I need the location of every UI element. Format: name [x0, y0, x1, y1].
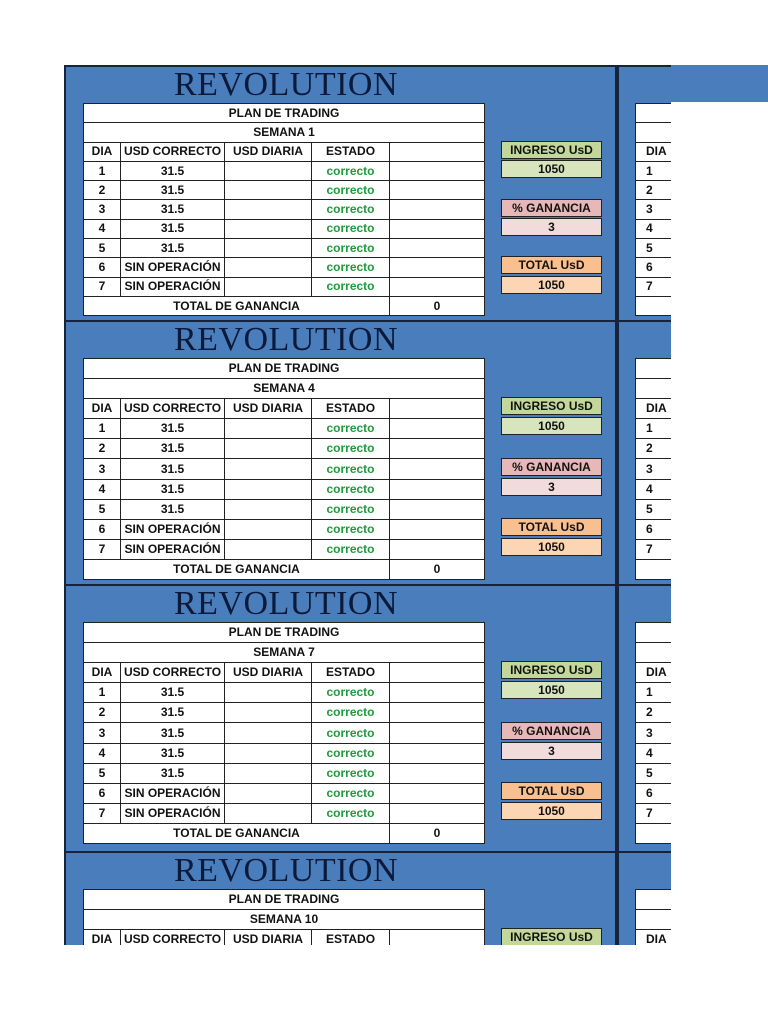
empty-cell[interactable]: [390, 743, 485, 763]
ganancia-label[interactable]: % GANANCIA: [501, 458, 602, 476]
plan-title-cell[interactable]: PLAN DE TRADING: [84, 104, 485, 123]
total-value-cell[interactable]: 0: [390, 823, 485, 843]
next-week-panel: [617, 584, 671, 853]
week-panel: [64, 320, 617, 586]
next-week-row: [636, 823, 672, 843]
total-usd-label[interactable]: TOTAL UsD: [501, 518, 602, 536]
next-week-cell[interactable]: [636, 296, 672, 315]
plan-title-cell[interactable]: PLAN DE TRADING: [84, 359, 485, 379]
next-week-cell[interactable]: 7: [636, 539, 672, 559]
next-week-row: [636, 539, 672, 559]
dia-cell[interactable]: 5: [84, 763, 121, 783]
header-row: [84, 399, 485, 419]
usd-diaria-cell[interactable]: [225, 539, 312, 559]
plan-title-row: [84, 359, 485, 379]
total-usd-value[interactable]: 1050: [501, 538, 602, 556]
usd-diaria-cell[interactable]: [225, 277, 312, 296]
usd-correcto-cell[interactable]: 31.5: [121, 763, 225, 783]
estado-cell[interactable]: correcto: [312, 743, 390, 763]
header-dia[interactable]: DIA: [84, 142, 121, 161]
next-week-cell[interactable]: [636, 823, 672, 843]
ingreso-label[interactable]: INGRESO UsD: [501, 661, 602, 679]
header-usd-correcto[interactable]: USD CORRECTO: [121, 930, 225, 945]
table-row: [84, 803, 485, 823]
dia-cell[interactable]: 4: [84, 479, 121, 499]
usd-correcto-cell[interactable]: 31.5: [121, 239, 225, 258]
usd-correcto-cell[interactable]: 31.5: [121, 743, 225, 763]
usd-diaria-cell[interactable]: [225, 219, 312, 238]
week-panel: [64, 65, 617, 322]
next-week-cell[interactable]: [636, 623, 672, 643]
usd-correcto-cell[interactable]: 31.5: [121, 459, 225, 479]
empty-cell[interactable]: [390, 803, 485, 823]
next-week-row: [636, 763, 672, 783]
dia-cell[interactable]: 1: [84, 161, 121, 180]
total-usd-value[interactable]: 1050: [501, 802, 602, 820]
usd-diaria-cell[interactable]: [225, 519, 312, 539]
header-usd-correcto[interactable]: USD CORRECTO: [121, 142, 225, 161]
next-week-row: [636, 359, 672, 379]
total-row: [84, 559, 485, 579]
brand-title: REVOLUTION: [173, 852, 399, 889]
next-week-row: [636, 379, 672, 399]
next-week-table: [635, 889, 671, 945]
header-estado[interactable]: ESTADO: [312, 930, 390, 945]
dia-cell[interactable]: 2: [84, 703, 121, 723]
next-week-row: [636, 623, 672, 643]
table-row: [84, 239, 485, 258]
estado-cell[interactable]: correcto: [312, 258, 390, 277]
dia-cell[interactable]: 7: [84, 539, 121, 559]
next-week-row: [636, 643, 672, 663]
next-week-table: [635, 103, 671, 316]
table-row: [84, 219, 485, 238]
estado-cell[interactable]: correcto: [312, 479, 390, 499]
next-week-row: [636, 803, 672, 823]
estado-cell[interactable]: correcto: [312, 459, 390, 479]
next-week-cell[interactable]: 4: [636, 743, 672, 763]
empty-cell[interactable]: [390, 258, 485, 277]
next-week-cell[interactable]: [636, 359, 672, 379]
next-week-row: [636, 200, 672, 219]
dia-cell[interactable]: 3: [84, 459, 121, 479]
next-week-row: [636, 723, 672, 743]
header-usd-diaria[interactable]: USD DIARIA: [225, 142, 312, 161]
empty-cell[interactable]: [390, 539, 485, 559]
next-week-table: [635, 358, 671, 580]
next-week-row: [636, 161, 672, 180]
next-week-row: [636, 123, 672, 142]
next-week-cell[interactable]: [636, 890, 672, 910]
dia-cell[interactable]: 5: [84, 239, 121, 258]
empty-cell[interactable]: [390, 277, 485, 296]
header-dia[interactable]: DIA: [84, 399, 121, 419]
table-row: [84, 783, 485, 803]
header-usd-diaria[interactable]: USD DIARIA: [225, 663, 312, 683]
ingreso-label[interactable]: INGRESO UsD: [501, 928, 602, 945]
table-row: [84, 419, 485, 439]
usd-correcto-cell[interactable]: SIN OPERACIÓN: [121, 277, 225, 296]
header-empty[interactable]: [390, 142, 485, 161]
estado-cell[interactable]: correcto: [312, 239, 390, 258]
next-week-cell[interactable]: DIA: [636, 142, 672, 161]
header-empty[interactable]: [390, 663, 485, 683]
next-week-row: [636, 519, 672, 539]
next-week-row: [636, 663, 672, 683]
usd-diaria-cell[interactable]: [225, 783, 312, 803]
dia-cell[interactable]: 6: [84, 258, 121, 277]
empty-cell[interactable]: [390, 783, 485, 803]
usd-correcto-cell[interactable]: 31.5: [121, 499, 225, 519]
dia-cell[interactable]: 4: [84, 743, 121, 763]
ganancia-label[interactable]: % GANANCIA: [501, 199, 602, 217]
dia-cell[interactable]: 7: [84, 277, 121, 296]
table-row: [84, 200, 485, 219]
empty-cell[interactable]: [390, 161, 485, 180]
header-row: [84, 663, 485, 683]
header-dia[interactable]: DIA: [84, 930, 121, 945]
header-usd-correcto[interactable]: USD CORRECTO: [121, 663, 225, 683]
header-row: [84, 142, 485, 161]
next-week-cell[interactable]: 2: [636, 439, 672, 459]
next-week-row: [636, 399, 672, 419]
week-panel: [64, 851, 617, 945]
total-label-cell[interactable]: TOTAL DE GANANCIA: [84, 559, 390, 579]
plan-title-row: [84, 104, 485, 123]
table-row: [84, 499, 485, 519]
estado-cell[interactable]: correcto: [312, 439, 390, 459]
total-value-cell[interactable]: 0: [390, 559, 485, 579]
spreadsheet-area: [64, 65, 671, 945]
dia-cell[interactable]: 6: [84, 783, 121, 803]
next-week-cell[interactable]: 6: [636, 519, 672, 539]
empty-cell[interactable]: [390, 683, 485, 703]
next-week-row: [636, 783, 672, 803]
usd-correcto-cell[interactable]: 31.5: [121, 181, 225, 200]
ingreso-value[interactable]: 1050: [501, 417, 602, 435]
estado-cell[interactable]: correcto: [312, 277, 390, 296]
week-panel: [64, 584, 617, 853]
empty-cell[interactable]: [390, 239, 485, 258]
next-week-row: [636, 683, 672, 703]
usd-correcto-cell[interactable]: 31.5: [121, 161, 225, 180]
next-week-row: [636, 439, 672, 459]
usd-diaria-cell[interactable]: [225, 239, 312, 258]
estado-cell[interactable]: correcto: [312, 703, 390, 723]
next-week-row: [636, 930, 672, 945]
estado-cell[interactable]: correcto: [312, 763, 390, 783]
dia-cell[interactable]: 3: [84, 200, 121, 219]
next-week-cell[interactable]: [636, 379, 672, 399]
usd-diaria-cell[interactable]: [225, 803, 312, 823]
usd-correcto-cell[interactable]: SIN OPERACIÓN: [121, 258, 225, 277]
estado-cell[interactable]: correcto: [312, 519, 390, 539]
week-row: [84, 379, 485, 399]
usd-correcto-cell[interactable]: 31.5: [121, 479, 225, 499]
empty-cell[interactable]: [390, 519, 485, 539]
next-week-row: [636, 181, 672, 200]
total-usd-value[interactable]: 1050: [501, 276, 602, 294]
next-week-cell[interactable]: 5: [636, 499, 672, 519]
estado-cell[interactable]: correcto: [312, 683, 390, 703]
empty-cell[interactable]: [390, 499, 485, 519]
table-row: [84, 181, 485, 200]
usd-diaria-cell[interactable]: [225, 723, 312, 743]
next-week-row: [636, 142, 672, 161]
ingreso-label[interactable]: INGRESO UsD: [501, 397, 602, 415]
trading-plan-table: [83, 622, 485, 844]
next-week-cell[interactable]: [636, 104, 672, 123]
next-week-row: [636, 258, 672, 277]
table-row: [84, 743, 485, 763]
header-empty[interactable]: [390, 399, 485, 419]
week-label-cell[interactable]: SEMANA 1: [84, 123, 485, 142]
ingreso-value[interactable]: 1050: [501, 681, 602, 699]
usd-diaria-cell[interactable]: [225, 743, 312, 763]
usd-diaria-cell[interactable]: [225, 683, 312, 703]
table-row: [84, 277, 485, 296]
next-week-cell[interactable]: [636, 910, 672, 930]
next-week-cell[interactable]: [636, 643, 672, 663]
table-row: [84, 763, 485, 783]
next-week-row: [636, 296, 672, 315]
empty-cell[interactable]: [390, 479, 485, 499]
next-week-cell[interactable]: 6: [636, 783, 672, 803]
next-week-cell[interactable]: 1: [636, 419, 672, 439]
dia-cell[interactable]: 5: [84, 499, 121, 519]
usd-diaria-cell[interactable]: [225, 499, 312, 519]
next-week-panel: [617, 320, 671, 586]
total-label-cell[interactable]: TOTAL DE GANANCIA: [84, 296, 390, 315]
week-label-cell[interactable]: SEMANA 7: [84, 643, 485, 663]
trading-plan-table: [83, 889, 485, 945]
usd-correcto-cell[interactable]: SIN OPERACIÓN: [121, 519, 225, 539]
table-row: [84, 479, 485, 499]
table-row: [84, 539, 485, 559]
next-week-cell[interactable]: 7: [636, 277, 672, 296]
table-row: [84, 439, 485, 459]
dia-cell[interactable]: 4: [84, 219, 121, 238]
empty-cell[interactable]: [390, 439, 485, 459]
table-row: [84, 519, 485, 539]
dia-cell[interactable]: 7: [84, 803, 121, 823]
table-row: [84, 723, 485, 743]
estado-cell[interactable]: correcto: [312, 200, 390, 219]
brand-title: REVOLUTION: [173, 66, 399, 103]
next-week-cell[interactable]: 2: [636, 181, 672, 200]
next-week-cell[interactable]: 4: [636, 479, 672, 499]
next-week-cell[interactable]: 4: [636, 219, 672, 238]
dia-cell[interactable]: 2: [84, 181, 121, 200]
next-week-row: [636, 277, 672, 296]
ganancia-label[interactable]: % GANANCIA: [501, 722, 602, 740]
week-label-cell[interactable]: SEMANA 4: [84, 379, 485, 399]
next-week-panel: [617, 65, 671, 322]
next-week-cell[interactable]: 3: [636, 723, 672, 743]
header-usd-diaria[interactable]: USD DIARIA: [225, 930, 312, 945]
next-week-row: [636, 910, 672, 930]
dia-cell[interactable]: 1: [84, 683, 121, 703]
next-week-cell[interactable]: 5: [636, 763, 672, 783]
header-dia[interactable]: DIA: [84, 663, 121, 683]
table-row: [84, 683, 485, 703]
header-usd-correcto[interactable]: USD CORRECTO: [121, 399, 225, 419]
sheet-tab-corner: [671, 65, 768, 102]
usd-correcto-cell[interactable]: 31.5: [121, 703, 225, 723]
estado-cell[interactable]: correcto: [312, 783, 390, 803]
estado-cell[interactable]: correcto: [312, 803, 390, 823]
week-row: [84, 123, 485, 142]
plan-title-cell[interactable]: PLAN DE TRADING: [84, 890, 485, 910]
brand-title: REVOLUTION: [173, 585, 399, 622]
header-estado[interactable]: ESTADO: [312, 142, 390, 161]
next-week-table: [635, 622, 671, 844]
brand-title: REVOLUTION: [173, 321, 399, 358]
week-label-cell[interactable]: SEMANA 10: [84, 910, 485, 930]
empty-cell[interactable]: [390, 763, 485, 783]
empty-cell[interactable]: [390, 219, 485, 238]
estado-cell[interactable]: correcto: [312, 181, 390, 200]
next-week-row: [636, 104, 672, 123]
ganancia-value[interactable]: 3: [501, 218, 602, 236]
next-week-panel: [617, 851, 671, 945]
next-week-cell[interactable]: [636, 123, 672, 142]
ganancia-value[interactable]: 3: [501, 742, 602, 760]
header-empty[interactable]: [390, 930, 485, 945]
next-week-cell[interactable]: DIA: [636, 663, 672, 683]
table-row: [84, 161, 485, 180]
next-week-cell[interactable]: 2: [636, 703, 672, 723]
usd-correcto-cell[interactable]: 31.5: [121, 683, 225, 703]
week-row: [84, 910, 485, 930]
next-week-cell[interactable]: 1: [636, 161, 672, 180]
next-week-row: [636, 703, 672, 723]
next-week-cell[interactable]: [636, 559, 672, 579]
usd-correcto-cell[interactable]: SIN OPERACIÓN: [121, 539, 225, 559]
usd-correcto-cell[interactable]: SIN OPERACIÓN: [121, 783, 225, 803]
week-row: [84, 643, 485, 663]
ingreso-label[interactable]: INGRESO UsD: [501, 141, 602, 159]
next-week-row: [636, 559, 672, 579]
usd-correcto-cell[interactable]: 31.5: [121, 219, 225, 238]
empty-cell[interactable]: [390, 181, 485, 200]
total-usd-label[interactable]: TOTAL UsD: [501, 256, 602, 274]
table-row: [84, 703, 485, 723]
estado-cell[interactable]: correcto: [312, 219, 390, 238]
total-label-cell[interactable]: TOTAL DE GANANCIA: [84, 823, 390, 843]
plan-title-row: [84, 623, 485, 643]
estado-cell[interactable]: correcto: [312, 161, 390, 180]
usd-diaria-cell[interactable]: [225, 479, 312, 499]
next-week-cell[interactable]: 3: [636, 459, 672, 479]
estado-cell[interactable]: correcto: [312, 539, 390, 559]
usd-correcto-cell[interactable]: 31.5: [121, 439, 225, 459]
next-week-cell[interactable]: 6: [636, 258, 672, 277]
header-row: [84, 930, 485, 945]
table-row: [84, 459, 485, 479]
empty-cell[interactable]: [390, 703, 485, 723]
estado-cell[interactable]: correcto: [312, 499, 390, 519]
usd-diaria-cell[interactable]: [225, 763, 312, 783]
total-row: [84, 296, 485, 315]
usd-diaria-cell[interactable]: [225, 459, 312, 479]
empty-cell[interactable]: [390, 459, 485, 479]
usd-correcto-cell[interactable]: 31.5: [121, 723, 225, 743]
empty-cell[interactable]: [390, 723, 485, 743]
header-estado[interactable]: ESTADO: [312, 399, 390, 419]
next-week-cell[interactable]: 3: [636, 200, 672, 219]
next-week-cell[interactable]: DIA: [636, 399, 672, 419]
trading-plan-table: [83, 358, 485, 580]
next-week-row: [636, 239, 672, 258]
next-week-row: [636, 743, 672, 763]
dia-cell[interactable]: 6: [84, 519, 121, 539]
next-week-row: [636, 219, 672, 238]
next-week-row: [636, 890, 672, 910]
ingreso-value[interactable]: 1050: [501, 160, 602, 178]
usd-correcto-cell[interactable]: SIN OPERACIÓN: [121, 803, 225, 823]
empty-cell[interactable]: [390, 200, 485, 219]
usd-diaria-cell[interactable]: [225, 419, 312, 439]
estado-cell[interactable]: correcto: [312, 723, 390, 743]
usd-diaria-cell[interactable]: [225, 200, 312, 219]
usd-diaria-cell[interactable]: [225, 439, 312, 459]
dia-cell[interactable]: 1: [84, 419, 121, 439]
table-row: [84, 258, 485, 277]
estado-cell[interactable]: correcto: [312, 419, 390, 439]
next-week-cell[interactable]: 5: [636, 239, 672, 258]
trading-plan-table: [83, 103, 485, 316]
empty-cell[interactable]: [390, 419, 485, 439]
dia-cell[interactable]: 2: [84, 439, 121, 459]
plan-title-row: [84, 890, 485, 910]
usd-diaria-cell[interactable]: [225, 258, 312, 277]
usd-diaria-cell[interactable]: [225, 703, 312, 723]
next-week-row: [636, 479, 672, 499]
total-usd-label[interactable]: TOTAL UsD: [501, 782, 602, 800]
dia-cell[interactable]: 3: [84, 723, 121, 743]
usd-correcto-cell[interactable]: 31.5: [121, 200, 225, 219]
usd-diaria-cell[interactable]: [225, 181, 312, 200]
header-estado[interactable]: ESTADO: [312, 663, 390, 683]
plan-title-cell[interactable]: PLAN DE TRADING: [84, 623, 485, 643]
usd-correcto-cell[interactable]: 31.5: [121, 419, 225, 439]
next-week-row: [636, 499, 672, 519]
next-week-cell[interactable]: 7: [636, 803, 672, 823]
next-week-cell[interactable]: DIA: [636, 930, 672, 945]
header-usd-diaria[interactable]: USD DIARIA: [225, 399, 312, 419]
next-week-cell[interactable]: 1: [636, 683, 672, 703]
total-row: [84, 823, 485, 843]
next-week-row: [636, 459, 672, 479]
total-value-cell[interactable]: 0: [390, 296, 485, 315]
ganancia-value[interactable]: 3: [501, 478, 602, 496]
next-week-row: [636, 419, 672, 439]
usd-diaria-cell[interactable]: [225, 161, 312, 180]
